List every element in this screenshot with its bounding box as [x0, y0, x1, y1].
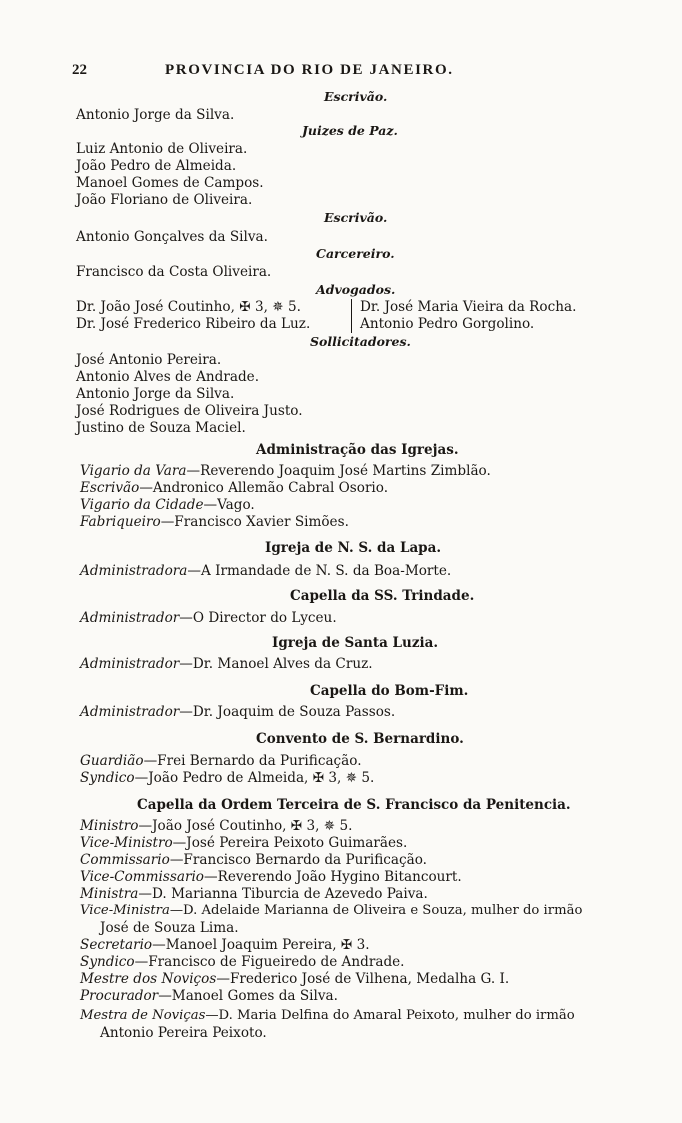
entry-line: [80, 937, 370, 953]
section-heading: Convento de S. Bernardino.: [256, 731, 464, 747]
text-line: Dr. José Frederico Ribeiro da Luz.: [76, 316, 311, 332]
section-heading: Capella da Ordem Terceira de S. Francisco da Penitencia.: [137, 797, 571, 813]
section-heading: Igreja de N. S. da Lapa.: [265, 540, 442, 556]
subheading-advogados: Advogados.: [316, 282, 396, 297]
text-line: José de Souza Lima.: [100, 920, 239, 936]
entry-line: [80, 988, 338, 1004]
section-heading: Administração das Igrejas.: [256, 442, 459, 458]
entry-line: [80, 480, 388, 496]
entry-line: [80, 954, 405, 970]
entry-role: Administrador: [80, 656, 180, 672]
text-line: Manoel Gomes de Campos.: [76, 175, 264, 191]
text-line: Luiz Antonio de Oliveira.: [76, 141, 248, 157]
text-line: Antonio Alves de Andrade.: [76, 369, 260, 385]
text-line: Antonio Jorge da Silva.: [76, 107, 235, 123]
entry-role: Procurador: [80, 988, 159, 1004]
text-line: Francisco da Costa Oliveira.: [76, 264, 272, 280]
text-line: Antonio Gonçalves da Silva.: [76, 229, 268, 245]
entry-role: Vice-Ministra: [80, 903, 170, 918]
entry-line: [80, 818, 352, 834]
entry-value: —Dr. Joaquim de Souza Passos.: [179, 704, 396, 720]
entry-value: —D. Marianna Tiburcia de Azevedo Paiva.: [138, 886, 428, 902]
entry-value: —Francisco Xavier Simões.: [160, 514, 349, 530]
entry-value: —D. Adelaide Marianna de Oliveira e Souza, mulher do irmão: [169, 903, 583, 918]
entry-value: —Reverendo João Hygino Bitancourt.: [203, 869, 462, 885]
entry-role: Secretario: [80, 937, 153, 953]
entry-value: —Frei Bernardo da Purificação.: [143, 753, 362, 769]
section-heading: Capella da SS. Trindade.: [290, 588, 475, 604]
entry-line: [80, 886, 428, 902]
section-heading: Capella do Bom-Fim.: [310, 683, 469, 699]
subheading-escrivao: Escrivão.: [324, 89, 388, 104]
entry-value: —Francisco Bernardo da Purificação.: [169, 852, 427, 868]
entry-role: Guardião: [80, 753, 144, 769]
subheading-escrivao: Escrivão.: [324, 210, 388, 225]
entry-line: [80, 1008, 575, 1024]
entry-value: —Frederico José de Vilhena, Medalha G. I.: [216, 971, 510, 987]
entry-role: Mestre dos Noviços: [80, 971, 217, 987]
entry-line: [80, 852, 427, 868]
entry-role: Vigario da Vara: [80, 463, 187, 479]
subheading-carcereiro: Carcereiro.: [316, 246, 395, 261]
entry-value: —Manoel Gomes da Silva.: [158, 988, 338, 1004]
entry-value: —Manoel Joaquim Pereira, ✠ 3.: [152, 937, 370, 953]
entry-value: —D. Maria Delfina do Amaral Peixoto, mulher do irmão: [205, 1008, 575, 1023]
entry-role: Ministro: [80, 818, 139, 834]
entry-role: Fabriqueiro: [80, 514, 161, 530]
entry-line: [80, 497, 255, 513]
entry-line: [80, 656, 373, 672]
entry-value: —Andronico Allemão Cabral Osorio.: [139, 480, 389, 496]
entry-role: Administrador: [80, 704, 180, 720]
text-line: João Floriano de Oliveira.: [76, 192, 253, 208]
entry-role: Escrivão: [80, 480, 140, 496]
entry-role: Administradora: [80, 563, 188, 579]
page-header: PROVINCIA DO RIO DE JANEIRO.: [165, 62, 454, 78]
entry-line: [80, 704, 395, 720]
text-line: João Pedro de Almeida.: [76, 158, 237, 174]
entry-value: —Francisco de Figueiredo de Andrade.: [134, 954, 405, 970]
entry-line: [80, 563, 451, 579]
text-line: José Antonio Pereira.: [76, 352, 222, 368]
entry-value: —Vago.: [203, 497, 255, 513]
subheading-juizes-de-paz: Juizes de Paz.: [302, 123, 398, 138]
entry-role: Vice-Commissario: [80, 869, 204, 885]
text-line: Antonio Jorge da Silva.: [76, 386, 235, 402]
entry-role: Syndico: [80, 954, 135, 970]
entry-value: —O Director do Lyceu.: [179, 610, 337, 626]
text-line: Justino de Souza Maciel.: [76, 420, 246, 436]
entry-line: [80, 463, 491, 479]
entry-role: Mestra de Noviças: [80, 1008, 206, 1023]
entry-line: [80, 770, 374, 786]
entry-value: —A Irmandade de N. S. da Boa-Morte.: [187, 563, 452, 579]
text-line: Dr. João José Coutinho, ✠ 3, ✵ 5.: [76, 299, 301, 315]
entry-value: —José Pereira Peixoto Guimarães.: [172, 835, 408, 851]
entry-line: [80, 610, 337, 626]
entry-role: Syndico: [80, 770, 135, 786]
entry-role: Administrador: [80, 610, 180, 626]
entry-line: [80, 753, 362, 769]
entry-line: [80, 971, 509, 987]
text-line: Dr. José Maria Vieira da Rocha.: [360, 299, 577, 315]
section-heading: Igreja de Santa Luzia.: [272, 635, 439, 651]
entry-role: Vigario da Cidade: [80, 497, 204, 513]
entry-line: [80, 869, 462, 885]
entry-value: —João José Coutinho, ✠ 3, ✵ 5.: [138, 818, 353, 834]
entry-value: —Dr. Manoel Alves da Cruz.: [179, 656, 373, 672]
entry-line: [80, 903, 582, 919]
entry-value: —Reverendo Joaquim José Martins Zimblão.: [186, 463, 491, 479]
entry-role: Commissario: [80, 852, 170, 868]
text-line: Antonio Pedro Gorgolino.: [360, 316, 535, 332]
column-divider: [351, 299, 352, 333]
entry-line: [80, 835, 407, 851]
text-line: Antonio Pereira Peixoto.: [100, 1025, 267, 1041]
entry-line: [80, 514, 349, 530]
text-line: José Rodrigues de Oliveira Justo.: [76, 403, 303, 419]
page-number: 22: [72, 62, 87, 78]
entry-role: Ministra: [80, 886, 139, 902]
subheading-sollicitadores: Sollicitadores.: [310, 334, 411, 349]
entry-role: Vice-Ministro: [80, 835, 173, 851]
entry-value: —João Pedro de Almeida, ✠ 3, ✵ 5.: [134, 770, 375, 786]
